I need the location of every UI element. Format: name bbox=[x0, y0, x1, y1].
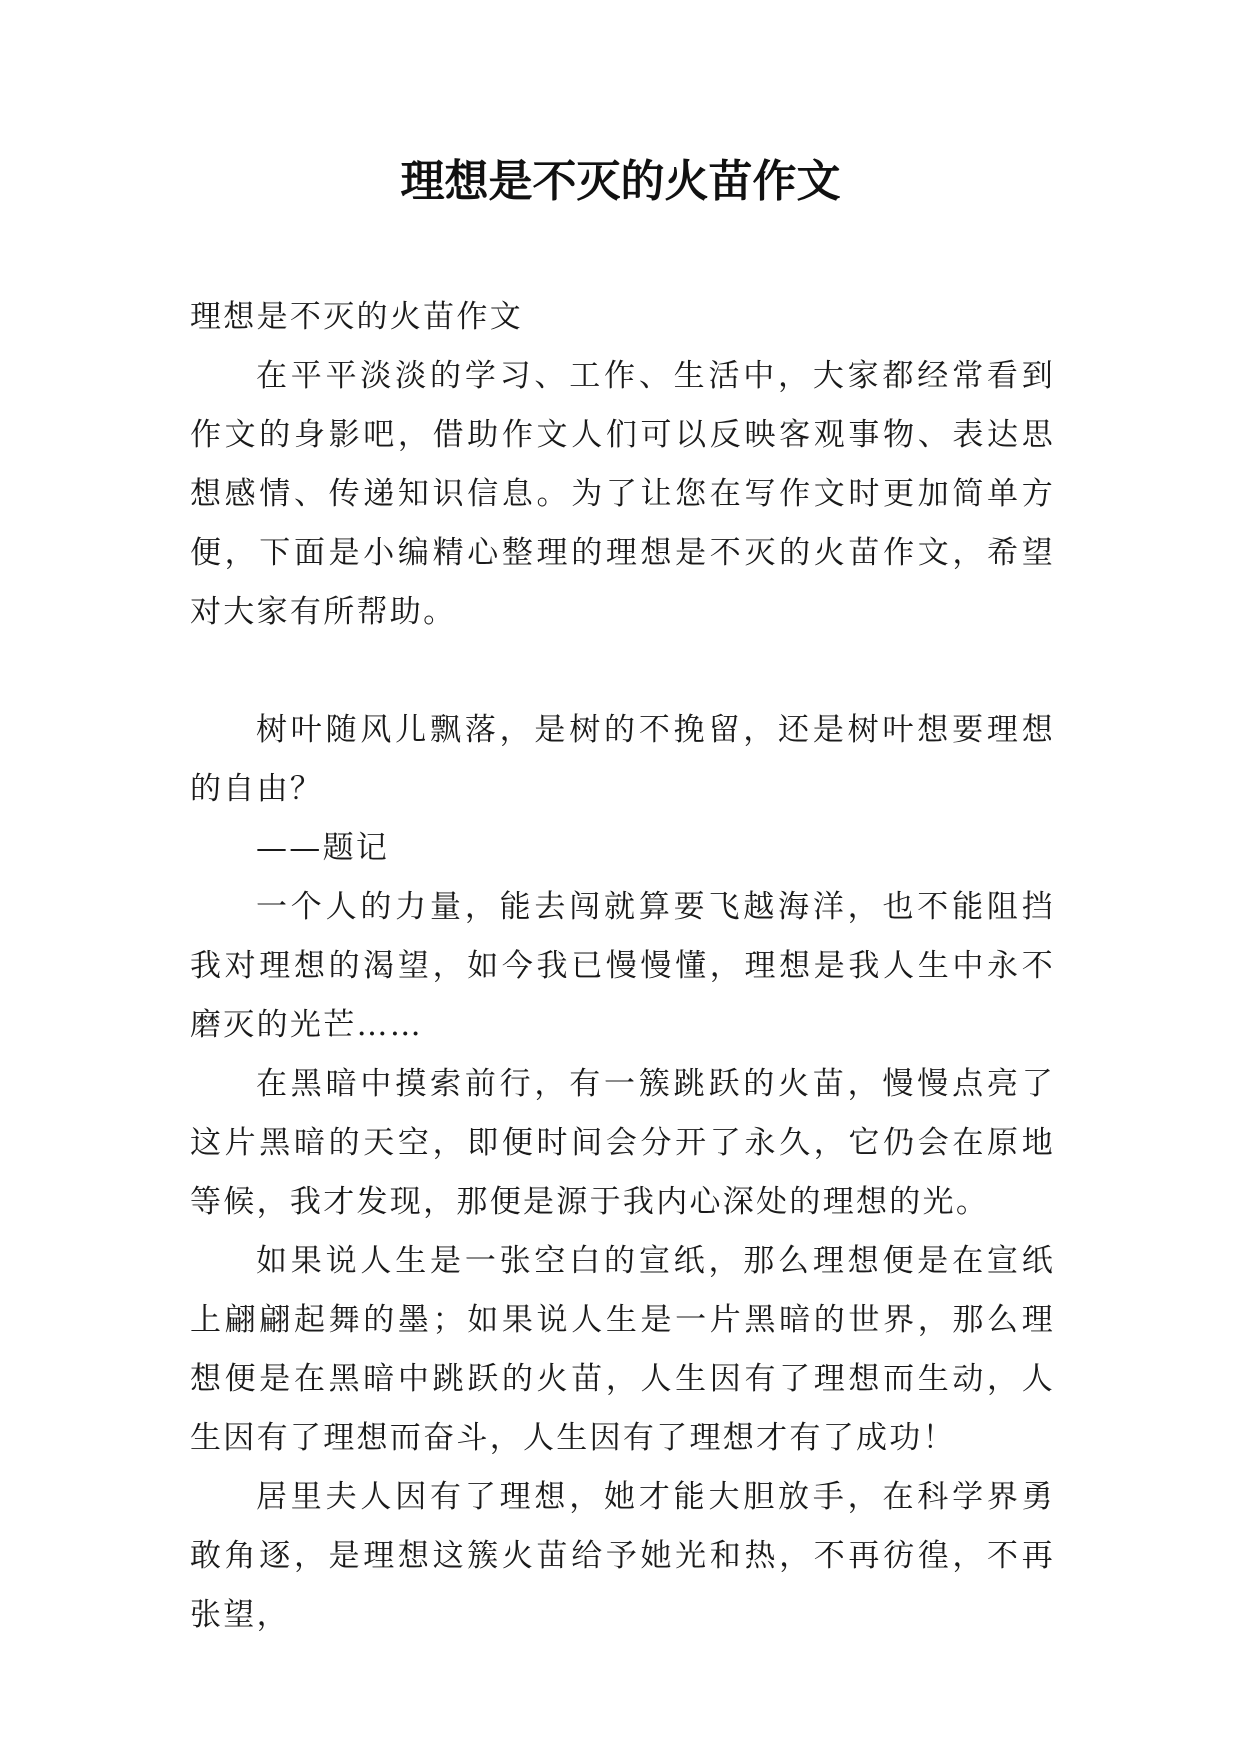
body-paragraph: 居里夫人因有了理想，她才能大胆放手，在科学界勇敢角逐，是理想这簇火苗给予她光和热，不再彷徨，不再张望， bbox=[190, 1479, 1055, 1633]
document-body bbox=[190, 288, 1055, 1645]
subtitle-paragraph: 理想是不灭的火苗作文 bbox=[190, 299, 523, 335]
document-title: 理想是不灭的火苗作文 bbox=[400, 156, 841, 207]
body-paragraph: 一个人的力量，能去闯就算要飞越海洋，也不能阻挡我对理想的渴望，如今我已慢慢懂，理想是我人生中永不磨灭的光芒…… bbox=[190, 889, 1055, 1043]
epigraph-paragraph: 树叶随风儿飘落，是树的不挽留，还是树叶想要理想的自由？ bbox=[190, 712, 1055, 807]
body-paragraph: 在黑暗中摸索前行，有一簇跳跃的火苗，慢慢点亮了这片黑暗的天空，即便时间会分开了永久，它仍会在原地等候，我才发现，那便是源于我内心深处的理想的光。 bbox=[190, 1066, 1055, 1220]
body-paragraph: 如果说人生是一张空白的宣纸，那么理想便是在宣纸上翩翩起舞的墨；如果说人生是一片黑暗的世界，那么理想便是在黑暗中跳跃的火苗，人生因有了理想而生动，人生因有了理想而奋斗，人生因有了理想才有了成功！ bbox=[190, 1243, 1055, 1456]
paragraph-spacer bbox=[190, 642, 1055, 701]
epigraph-attribution: ——题记 bbox=[256, 830, 390, 866]
intro-paragraph: 在平平淡淡的学习、工作、生活中，大家都经常看到作文的身影吧，借助作文人们可以反映客观事物、表达思想感情、传递知识信息。为了让您在写作文时更加简单方便，下面是小编精心整理的理想是不灭的火苗作文，希望对大家有所帮助。 bbox=[190, 358, 1055, 630]
